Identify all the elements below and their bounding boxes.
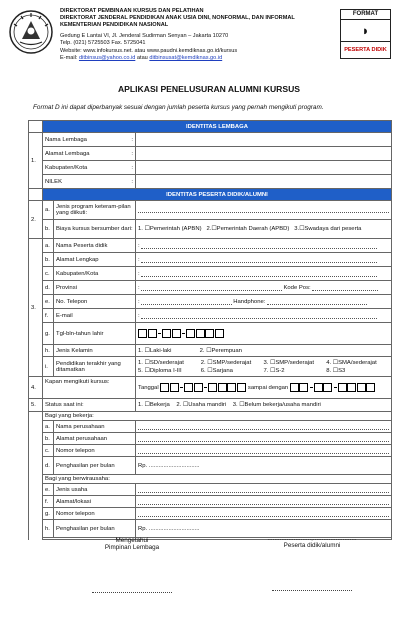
- label-to-date: sampai dengan: [247, 385, 289, 392]
- org-line-1: DIREKTORAT PEMBINAAN KURSUS DAN PELATIHAN: [60, 8, 204, 14]
- item-letter: g.: [43, 508, 54, 520]
- label-institution-head: Pimpinan Lembaga: [104, 544, 160, 551]
- label-student-name: Nama Peserta didik: [54, 239, 136, 253]
- label-student-city: Kabupaten/Kota: [54, 267, 136, 281]
- nilek-input[interactable]: [136, 175, 392, 189]
- intro-text: Format D ini dapat diperbanyak sesuai dengan jumlah peserta kursus yang pernah mengikuti program.: [33, 104, 324, 111]
- field-label: [43, 147, 136, 161]
- label-last-education: Pendidikan terakhir yang ditamatkan: [54, 357, 136, 377]
- institution-address-input[interactable]: [136, 147, 392, 161]
- student-name-input[interactable]: :: [136, 239, 392, 253]
- colon: :: [131, 164, 133, 171]
- program-type-input[interactable]: [136, 201, 392, 220]
- item-letter: b.: [43, 433, 54, 445]
- item-letter: a.: [43, 421, 54, 433]
- item-letter: e.: [43, 295, 54, 309]
- funding-option-self[interactable]: 3.☐Swadaya dari peserta: [294, 226, 362, 232]
- gender-female-option[interactable]: 2. ☐Perempuan: [199, 347, 242, 354]
- org-line-2: DIREKTORAT JENDERAL PENDIDIKAN ANAK USIA DINI, NONFORMAL, DAN INFORMAL: [60, 15, 295, 22]
- label-birth-date: Tgl-bln-tahun lahir: [54, 323, 136, 345]
- label-institution-name: Nama Lembaga: [45, 136, 87, 143]
- label-email: E-mail: [54, 309, 136, 323]
- edu-option-smp-2[interactable]: 3. ☐SMP/sederajat: [263, 359, 314, 366]
- signature-left: [82, 537, 182, 593]
- label-company-phone: Nomor telepon: [54, 445, 136, 457]
- format-subtitle: PESERTA DIDIK: [344, 47, 387, 53]
- email-line: [60, 55, 330, 63]
- page-title: APLIKASI PENELUSURAN ALUMNI KURSUS: [117, 84, 301, 94]
- spacer: [29, 412, 43, 540]
- half-circle-icon: ◗: [341, 20, 390, 42]
- gender-male-option[interactable]: 1. ☐Laki-laki: [138, 347, 172, 354]
- business-location-input[interactable]: [136, 496, 392, 508]
- alumni-form-table: [28, 120, 392, 540]
- full-address-input[interactable]: :: [136, 253, 392, 267]
- label-phone: No. Telepon: [54, 295, 136, 309]
- business-phone-input[interactable]: [136, 508, 392, 520]
- label-acknowledged: Mengetahui: [115, 537, 149, 544]
- field-label: [43, 175, 136, 189]
- signature-line-right[interactable]: [272, 587, 352, 591]
- label-student-alumni: Peserta didik/alumni: [283, 542, 341, 549]
- label-full-address: Alamat Lengkap: [54, 253, 136, 267]
- institution-name-input[interactable]: [136, 133, 392, 147]
- item-letter: a.: [43, 239, 54, 253]
- label-business-income: Penghasilan per bulan: [54, 520, 136, 538]
- section-number-2: 2.: [29, 201, 43, 239]
- entrepreneur-subheader: Bagi yang berwirausaha:: [43, 475, 392, 484]
- item-letter: g.: [43, 323, 54, 345]
- status-options: [136, 399, 392, 412]
- email-link-1[interactable]: ditbinsus@yahoo.co.id: [78, 55, 136, 62]
- province-input[interactable]: : Kode Pos:: [136, 281, 392, 295]
- education-options: [136, 357, 392, 377]
- funding-options: [136, 220, 392, 239]
- format-box: [340, 9, 391, 59]
- item-letter: c.: [43, 267, 54, 281]
- business-type-input[interactable]: [136, 484, 392, 496]
- birth-date-boxes[interactable]: [136, 323, 392, 345]
- email-input[interactable]: :: [136, 309, 392, 323]
- gender-options: [136, 345, 392, 357]
- item-letter: h.: [43, 520, 54, 538]
- status-option-not-working[interactable]: 3. ☐Belum bekerja/usaha mandiri: [232, 402, 321, 408]
- monthly-income-input[interactable]: Rp. ...............................: [136, 457, 392, 475]
- item-letter: b.: [43, 220, 54, 239]
- date-place-line[interactable]: .........................,.........................: [267, 535, 357, 542]
- website-line: Website: www.infokursus.net. atau www.paudni.kemdiknas.go.id/kursus: [60, 47, 238, 54]
- email-separator: atau: [135, 55, 150, 62]
- company-phone-input[interactable]: [136, 445, 392, 457]
- edu-option-s2[interactable]: 7. ☐S-2: [263, 367, 285, 374]
- email-link-2[interactable]: ditbinsusat@kemdiknas.go.id: [149, 55, 223, 62]
- funding-option-apbn[interactable]: 1. ☐Pemerintah (APBN): [138, 226, 202, 232]
- label-funding-source: Biaya kursus bersumber dari:: [54, 220, 136, 239]
- student-city-input[interactable]: :: [136, 267, 392, 281]
- business-income-input[interactable]: Rp. ...............................: [136, 520, 392, 538]
- email-prefix: E-mail:: [60, 55, 79, 62]
- edu-option-sd[interactable]: 1. ☐SD/sederajat: [138, 359, 184, 366]
- edu-option-sarjana[interactable]: 6. ☐Sarjana: [200, 367, 233, 374]
- item-letter: c.: [43, 445, 54, 457]
- field-label: [43, 161, 136, 175]
- signature-right: [252, 535, 372, 591]
- item-letter: b.: [43, 253, 54, 267]
- label-institution-address: Alamat Lembaga: [45, 150, 90, 157]
- label-from-date: Tanggal: [138, 385, 159, 392]
- company-name-input[interactable]: [136, 421, 392, 433]
- section-title-institution: IDENTITAS LEMBAGA: [43, 121, 392, 133]
- edu-option-sma[interactable]: 4. ☐SMA/sederajat: [326, 359, 377, 366]
- label-city: Kabupaten/Kota: [45, 164, 88, 171]
- item-letter: d.: [43, 281, 54, 295]
- colon: :: [131, 136, 133, 143]
- label-course-period: Kapan mengikuti kursus:: [43, 377, 136, 399]
- label-province: Provinsi: [54, 281, 136, 295]
- item-letter: a.: [43, 201, 54, 220]
- item-letter: h.: [43, 345, 54, 357]
- edu-option-diploma[interactable]: 5. ☐Diploma I-III: [138, 367, 182, 374]
- item-letter: f.: [43, 309, 54, 323]
- colon: :: [131, 150, 133, 157]
- funding-option-apbd[interactable]: 2.☐Pemerintah Daerah (APBD): [206, 226, 290, 232]
- label-business-phone: Nomor telepon: [54, 508, 136, 520]
- status-option-working[interactable]: 1. ☐Bekerja: [138, 402, 170, 408]
- label-monthly-income: Penghasilan per bulan: [54, 457, 136, 475]
- label-company-address: Alamat perusahaan: [54, 433, 136, 445]
- section-title-student: IDENTITAS PESERTA DIDIK/ALUMNI: [43, 189, 392, 201]
- label-company-name: Nama perusahaan: [54, 421, 136, 433]
- tut-wuri-handayani-logo: [8, 9, 54, 55]
- phone-line: Telp. (021) 5725503 Fax. 5725041: [60, 40, 146, 47]
- section-number-3: 3.: [29, 239, 43, 377]
- label-program-type: Jenis program keteram-pilan yang diikuti:: [54, 201, 136, 220]
- item-letter: d.: [43, 457, 54, 475]
- address-line: Gedung E Lantai VI, Jl. Jenderal Sudirman Senyan – Jakarta 10270: [60, 32, 229, 39]
- company-address-input[interactable]: [136, 433, 392, 445]
- label-business-location: Alamat/lokasi: [54, 496, 136, 508]
- phone-input[interactable]: : Handphone:: [136, 295, 392, 309]
- label-postal-code: Kode Pos: [283, 284, 310, 291]
- label-business-type: Jenis usaha: [54, 484, 136, 496]
- section-number-1: 1.: [29, 133, 43, 189]
- label-handphone: Handphone:: [233, 298, 266, 305]
- field-label: [43, 133, 136, 147]
- item-letter: f.: [43, 496, 54, 508]
- institution-header: [60, 8, 330, 63]
- section-number-4: 4.: [29, 377, 43, 399]
- edu-option-s3[interactable]: 8. ☐S3: [326, 367, 346, 374]
- label-gender: Jenis Kelamin: [54, 345, 136, 357]
- colon: :: [131, 178, 133, 185]
- signature-line-left[interactable]: [92, 589, 172, 593]
- institution-city-input[interactable]: [136, 161, 392, 175]
- edu-option-smp[interactable]: 2. ☐SMP/sederajat: [200, 359, 252, 366]
- employed-subheader: Bagi yang bekerja:: [43, 412, 392, 421]
- status-option-self-employed[interactable]: 2. ☐Usaha mandiri: [176, 402, 227, 408]
- item-letter: i.: [43, 357, 54, 377]
- label-nilek: NILEK: [45, 178, 63, 185]
- org-line-3: KEMENTERIAN PENDIDIKAN NASIONAL: [60, 22, 169, 29]
- item-letter: e.: [43, 484, 54, 496]
- course-period-boxes[interactable]: [136, 377, 392, 399]
- format-label: FORMAT: [341, 10, 390, 20]
- section-number-5: 5.: [29, 399, 43, 412]
- label-current-status: Status saat ini:: [43, 399, 136, 412]
